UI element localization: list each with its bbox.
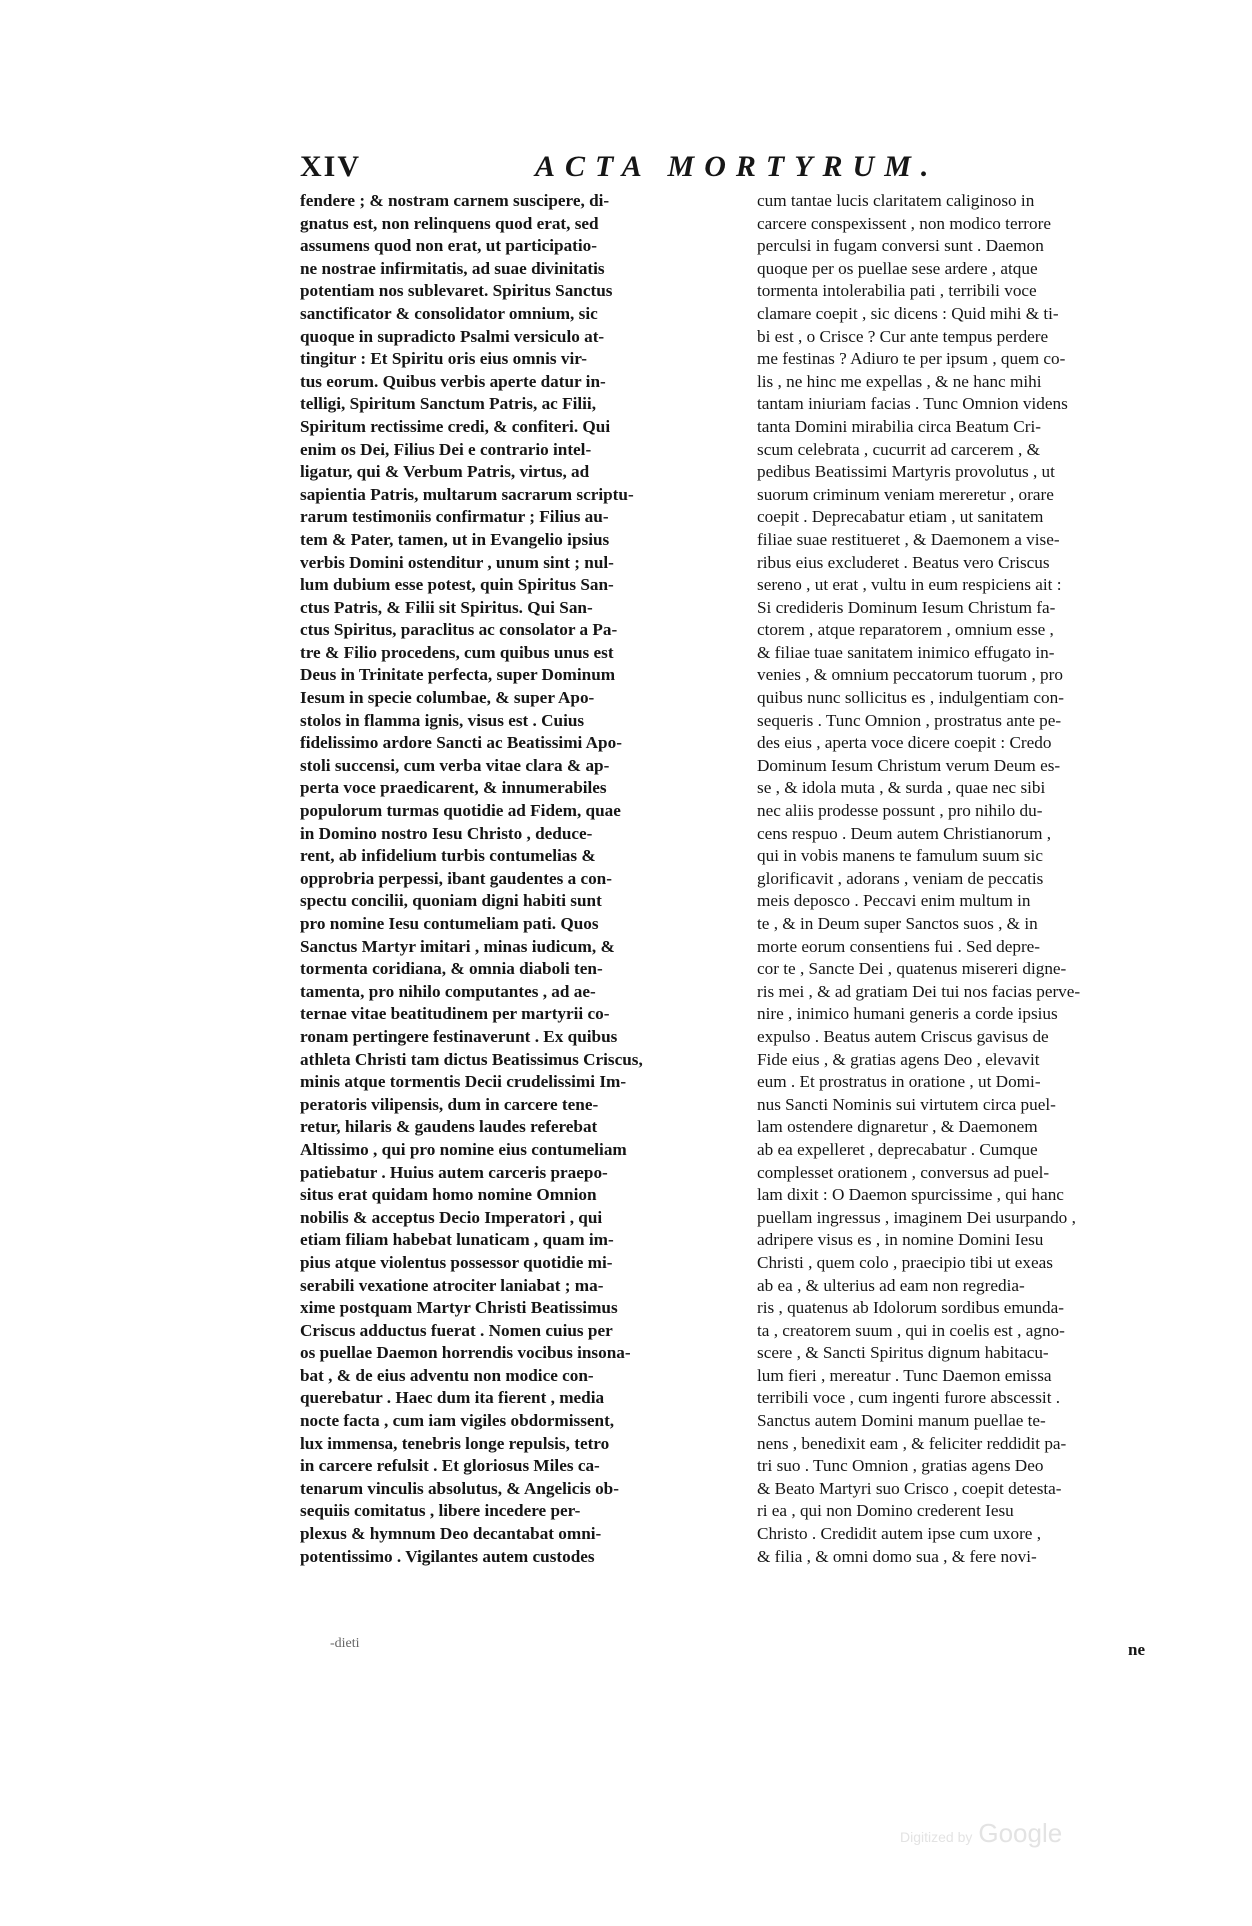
text-line: telligi, Spiritum Sanctum Patris, ac Filii,: [300, 394, 596, 414]
text-line: complesset orationem , conversus ad puel-: [757, 1162, 1050, 1182]
text-line: ronam pertingere festinaverunt . Ex quibus: [300, 1026, 618, 1046]
text-line: os puellae Daemon horrendis vocibus insona-: [300, 1343, 631, 1363]
text-line: rarum testimoniis confirmatur ; Filius au-: [300, 507, 609, 527]
text-line: fidelissimo ardore Sancti ac Beatissimi Apo-: [300, 733, 622, 753]
text-line: sapientia Patris, multarum sacrarum scriptu-: [300, 484, 634, 504]
text-line: tantam iniuriam facias . Tunc Omnion videns: [757, 394, 1068, 414]
text-line: Iesum in specie columbae, & super Apo-: [300, 688, 595, 708]
text-line: ctorem , atque reparatorem , omnium esse ,: [757, 620, 1054, 640]
text-line: quoque in supradicto Psalmi versiculo at-: [300, 326, 605, 346]
text-line: gnatus est, non relinquens quod erat, sed: [300, 213, 599, 233]
text-line: des eius , aperta voce dicere coepit : Credo: [757, 733, 1052, 753]
text-line: ctus Spiritus, paraclitus ac consolator a Pa-: [300, 620, 618, 640]
text-line: in carcere refulsit . Et gloriosus Miles ca-: [300, 1456, 600, 1476]
text-line: & Beato Martyri suo Crisco , coepit detesta-: [757, 1478, 1062, 1498]
text-line: tanta Domini mirabilia circa Beatum Cri-: [757, 416, 1041, 436]
text-line: sereno , ut erat , vultu in eum respiciens ait :: [757, 575, 1062, 595]
page-header: [300, 150, 1180, 190]
right-catchword: ne: [1128, 1640, 1145, 1659]
text-line: nens , benedixit eam , & feliciter reddidit pa-: [757, 1433, 1067, 1453]
text-line: stolos in flamma ignis, visus est . Cuius: [300, 710, 585, 730]
running-title: ACTA MORTYRUM.: [535, 150, 939, 183]
text-line: Altissimo , qui pro nomine eius contumeliam: [300, 1139, 627, 1159]
text-line: querebatur . Haec dum ita fierent , media: [300, 1388, 605, 1408]
text-line: xime postquam Martyr Christi Beatissimus: [300, 1298, 618, 1318]
text-line: pedibus Beatissimi Martyris provolutus , ut: [757, 462, 1055, 482]
text-line: expulso . Beatus autem Criscus gavisus de: [757, 1026, 1049, 1046]
text-line: morte eorum consentiens fui . Sed depre-: [757, 936, 1041, 956]
text-line: Christi , quem colo , praecipio tibi ut exeas: [757, 1252, 1053, 1272]
text-line: enim os Dei, Filius Dei e contrario intel-: [300, 439, 592, 459]
text-line: stoli succensi, cum verba vitae clara & ap-: [300, 755, 610, 775]
text-line: suorum criminum veniam mereretur , orare: [757, 484, 1054, 504]
text-line: quibus nunc sollicitus es , indulgentiam con-: [757, 688, 1064, 708]
page-number: XIV: [300, 150, 362, 183]
text-line: glorificavit , adorans , veniam de peccatis: [757, 868, 1044, 888]
text-line: lux immensa, tenebris longe repulsis, tetro: [300, 1433, 610, 1453]
text-line: lis , ne hinc me expellas , & ne hanc mihi: [757, 371, 1042, 391]
text-line: assumens quod non erat, ut participatio-: [300, 236, 597, 256]
text-line: Sanctus Martyr imitari , minas iudicum, &: [300, 936, 615, 956]
text-line: meis deposco . Peccavi enim multum in: [757, 891, 1031, 911]
text-line: ris , quatenus ab Idolorum sordibus emunda-: [757, 1298, 1064, 1318]
text-line: fendere ; & nostram carnem suscipere, di-: [300, 191, 610, 210]
text-line: nocte facta , cum iam vigiles obdormissent,: [300, 1411, 615, 1431]
text-line: populorum turmas quotidie ad Fidem, quae: [300, 801, 621, 821]
text-line: nobilis & acceptus Decio Imperatori , qui: [300, 1207, 603, 1227]
text-line: rent, ab infidelium turbis contumelias &: [300, 846, 596, 866]
text-line: Deus in Trinitate perfecta, super Dominum: [300, 665, 616, 685]
text-line: Christo . Credidit autem ipse cum uxore ,: [757, 1524, 1042, 1544]
text-line: nec aliis prodesse possunt , pro nihilo du-: [757, 801, 1043, 821]
text-line: tingitur : Et Spiritu oris eius omnis vir-: [300, 349, 587, 369]
text-line: tus eorum. Quibus verbis aperte datur in-: [300, 371, 606, 391]
text-line: ab ea expelleret , deprecabatur . Cumque: [757, 1139, 1038, 1159]
text-line: Spiritum rectissime credi, & confiteri. Qui: [300, 416, 611, 436]
left-catchword: -dieti: [330, 1636, 360, 1651]
text-line: sequiis comitatus , libere incedere per-: [300, 1501, 581, 1521]
text-line: ri ea , qui non Domino crederent Iesu: [757, 1501, 1014, 1521]
text-line: situs erat quidam homo nomine Omnion: [300, 1185, 597, 1205]
text-line: filiae suae restitueret , & Daemonem a vise-: [757, 529, 1060, 549]
text-line: patiebatur . Huius autem carceris praepo-: [300, 1162, 608, 1182]
text-line: sanctificator & consolidator omnium, sic: [300, 303, 598, 323]
watermark-prefix: Digitized by: [900, 1829, 973, 1845]
digitization-watermark: [900, 1818, 1062, 1849]
text-line: se , & idola muta , & surda , quae nec sibi: [757, 778, 1046, 798]
text-line: verbis Domini ostenditur , unum sint ; nul-: [300, 552, 614, 572]
text-line: serabili vexatione atrociter laniabat ; ma-: [300, 1275, 604, 1295]
text-line: Dominum Iesum Christum verum Deum es-: [757, 755, 1061, 775]
text-line: Sanctus autem Domini manum puellae te-: [757, 1411, 1046, 1431]
text-line: lam dixit : O Daemon spurcissime , qui hanc: [757, 1185, 1064, 1205]
text-line: scere , & Sancti Spiritus dignum habitacu-: [757, 1343, 1049, 1363]
text-line: ab ea , & ulterius ad eam non regredia-: [757, 1275, 1025, 1295]
text-line: cum tantae lucis claritatem caliginoso in: [757, 191, 1035, 210]
text-line: Criscus adductus fuerat . Nomen cuius per: [300, 1320, 613, 1340]
text-line: tenarum vinculis absolutus, & Angelicis ob-: [300, 1478, 619, 1498]
text-line: lam ostendere dignaretur , & Daemonem: [757, 1117, 1038, 1137]
text-line: spectu concilii, quoniam digni habiti sunt: [300, 891, 602, 911]
text-line: pius atque violentus possessor quotidie mi-: [300, 1252, 613, 1272]
text-line: scum celebrata , cucurrit ad carcerem , &: [757, 439, 1040, 459]
text-line: peratoris vilipensis, dum in carcere tene-: [300, 1094, 599, 1114]
text-line: venies , & omnium peccatorum tuorum , pro: [757, 665, 1063, 685]
text-line: Fide eius , & gratias agens Deo , elevavit: [757, 1049, 1040, 1069]
text-line: eum . Et prostratus in oratione , ut Domi-: [757, 1072, 1041, 1092]
text-line: cor te , Sancte Dei , quatenus misereri digne-: [757, 959, 1067, 979]
text-line: ris mei , & ad gratiam Dei tui nos facias perve-: [757, 981, 1081, 1001]
text-line: tamenta, pro nihilo computantes , ad ae-: [300, 981, 596, 1001]
text-line: opprobria perpessi, ibant gaudentes a con-: [300, 868, 612, 888]
text-line: ligatur, qui & Verbum Patris, virtus, ad: [300, 462, 590, 482]
text-line: ternae vitae beatitudinem per martyrii co-: [300, 1004, 610, 1024]
text-line: retur, hilaris & gaudens laudes referebat: [300, 1117, 598, 1137]
text-line: carcere conspexissent , non modico terrore: [757, 213, 1051, 233]
text-line: perta voce praedicarent, & innumerabiles: [300, 778, 607, 798]
text-line: nus Sancti Nominis sui virtutem circa puel-: [757, 1094, 1056, 1114]
text-line: nire , inimico humani generis a corde ipsius: [757, 1004, 1058, 1024]
text-line: & filia , & omni domo sua , & fere novi-: [757, 1546, 1037, 1566]
text-line: plexus & hymnum Deo decantabat omni-: [300, 1524, 602, 1544]
text-line: pro nomine Iesu contumeliam pati. Quos: [300, 914, 599, 933]
left-text-column: [300, 190, 738, 1630]
text-line: sequeris . Tunc Omnion , prostratus ante pe-: [757, 710, 1062, 730]
text-line: cens respuo . Deum autem Christianorum ,: [757, 823, 1052, 843]
text-line: terribili voce , cum ingenti furore abscessit .: [757, 1388, 1061, 1408]
text-line: etiam filiam habebat lunaticam , quam im-: [300, 1230, 614, 1250]
text-line: tri suo . Tunc Omnion , gratias agens Deo: [757, 1456, 1044, 1476]
text-line: adripere visus es , in nomine Domini Iesu: [757, 1230, 1044, 1250]
text-line: Si credideris Dominum Iesum Christum fa-: [757, 597, 1056, 617]
text-line: tre & Filio procedens, cum quibus unus est: [300, 642, 614, 662]
text-line: qui in vobis manens te famulum suum sic: [757, 846, 1043, 866]
text-line: quoque per os puellae sese ardere , atque: [757, 258, 1038, 278]
right-text-column: [757, 190, 1179, 1630]
text-line: potentiam nos sublevaret. Spiritus Sanctus: [300, 281, 613, 301]
text-line: tormenta coridiana, & omnia diaboli ten-: [300, 959, 603, 979]
text-line: lum dubium esse potest, quin Spiritus San-: [300, 575, 614, 595]
text-line: te , & in Deum super Sanctos suos , & in: [757, 914, 1038, 933]
text-line: ta , creatorem suum , qui in coelis est , agno-: [757, 1320, 1065, 1340]
watermark-logo: Google: [978, 1818, 1063, 1848]
text-line: tem & Pater, tamen, ut in Evangelio ipsius: [300, 529, 610, 549]
text-line: perculsi in fugam conversi sunt . Daemon: [757, 236, 1044, 256]
text-line: & filiae tuae sanitatem inimico effugato in-: [757, 642, 1055, 662]
text-line: in Domino nostro Iesu Christo , deduce-: [300, 823, 593, 843]
text-line: bat , & de eius adventu non modice con-: [300, 1365, 594, 1385]
text-line: coepit . Deprecabatur etiam , ut sanitatem: [757, 507, 1044, 527]
text-line: minis atque tormentis Decii crudelissimi Im-: [300, 1072, 627, 1092]
text-line: ribus eius excluderet . Beatus vero Criscus: [757, 552, 1050, 572]
text-line: tormenta intolerabilia pati , terribili voce: [757, 281, 1037, 301]
text-line: me festinas ? Adiuro te per ipsum , quem co-: [757, 349, 1066, 369]
text-line: athleta Christi tam dictus Beatissimus Criscus,: [300, 1049, 643, 1069]
text-line: puellam ingressus , imaginem Dei usurpando ,: [757, 1207, 1076, 1227]
text-line: potentissimo . Vigilantes autem custodes: [300, 1546, 595, 1566]
text-line: lum fieri , mereatur . Tunc Daemon emissa: [757, 1365, 1052, 1385]
text-line: ne nostrae infirmitatis, ad suae divinitatis: [300, 258, 605, 278]
text-line: bi est , o Crisce ? Cur ante tempus perdere: [757, 326, 1049, 346]
text-line: clamare coepit , sic dicens : Quid mihi & ti-: [757, 303, 1059, 323]
text-line: ctus Patris, & Filii sit Spiritus. Qui San-: [300, 597, 593, 617]
